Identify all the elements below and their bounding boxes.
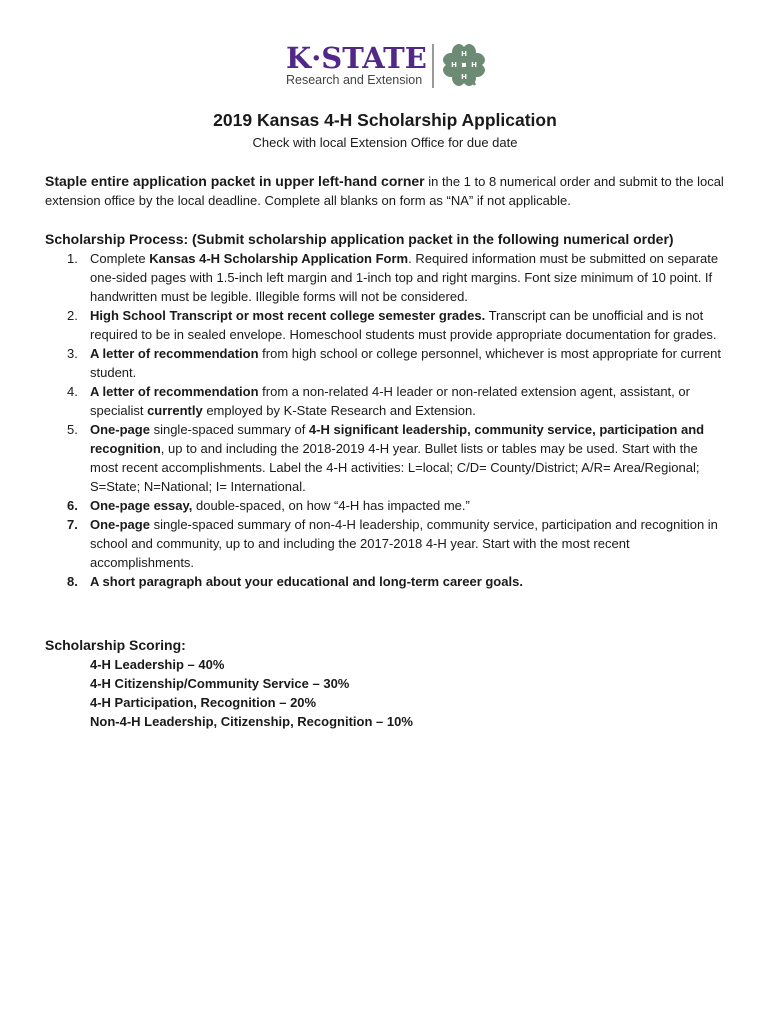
- step-number: 3.: [67, 346, 78, 361]
- step-number: 4.: [67, 384, 78, 399]
- step-text: from a non-related 4-H leader or non-related extension agent, assistant, or specialist: [90, 384, 690, 418]
- process-step: [45, 515, 725, 572]
- process-step: [45, 572, 725, 591]
- process-step: [45, 496, 725, 515]
- step-text: from high school or college personnel, whichever is most appropriate for current student.: [90, 346, 721, 380]
- score-item: Non-4-H Leadership, Citizenship, Recognition – 10%: [90, 714, 413, 729]
- step-text: . Required information must be submitted on separate one-sided pages with 1.5-inch left margin and 1-inch top and right margins. Font size minimum of 10 point. If handwritten must be legible. Illegible forms will not be considered.: [90, 251, 719, 304]
- scoring-list: [90, 655, 413, 731]
- scoring-heading: Scholarship Scoring:: [45, 637, 186, 653]
- step-text: single-spaced summary of: [149, 422, 309, 437]
- step-number: 1.: [67, 251, 78, 266]
- page-subtitle: Check with local Extension Office for due date: [252, 135, 518, 150]
- clover-letter: H: [461, 73, 467, 81]
- step-text-bold: One-page essay,: [90, 498, 193, 513]
- step-text-bold: One-page: [90, 422, 150, 437]
- process-step: [45, 306, 725, 344]
- step-number: 2.: [67, 308, 78, 323]
- logo-subtitle: Research and Extension: [286, 73, 423, 87]
- process-heading: Scholarship Process: (Submit scholarship application packet in the following numerical order): [45, 231, 674, 247]
- page-title: 2019 Kansas 4-H Scholarship Application: [213, 110, 557, 130]
- kstate-logo: [286, 42, 427, 87]
- step-text-bold: Kansas 4-H Scholarship Application Form: [149, 251, 409, 266]
- step-number: 8.: [67, 574, 78, 589]
- step-number: 6.: [67, 498, 78, 513]
- intro-text: in the 1 to 8 numerical order and submit to the local extension office by the local deadline. Complete all blanks on form as “NA” if not applicable.: [45, 174, 724, 208]
- process-steps-list: [45, 249, 725, 591]
- logo-wordmark: K·STATE: [286, 41, 427, 75]
- process-step: [45, 249, 725, 306]
- step-text-bold: A short paragraph about your educational and long-term career goals.: [90, 574, 523, 589]
- step-text: Complete: [90, 251, 150, 266]
- step-text: employed by K-State Research and Extension.: [202, 403, 476, 418]
- step-number: 5.: [67, 422, 78, 437]
- intro-bold: Staple entire application packet in upper left-hand corner: [45, 173, 425, 189]
- step-text-bold: High School Transcript or most recent college semester grades.: [90, 308, 486, 323]
- score-item: 4-H Citizenship/Community Service – 30%: [90, 676, 350, 691]
- step-text-bold: currently: [147, 403, 203, 418]
- step-text-bold: One-page: [90, 517, 150, 532]
- step-text: single-spaced summary of non-4-H leadership, community service, participation and recognition in school and community, up to and including the 2017-2018 4-H year. Start with the most recent accomplishments.: [90, 517, 718, 570]
- clover-letter: H: [451, 61, 457, 69]
- process-step: [45, 382, 725, 420]
- intro-paragraph: [45, 172, 735, 210]
- step-text-bold: A letter of recommendation: [90, 346, 259, 361]
- score-item: 4-H Leadership – 40%: [90, 657, 225, 672]
- score-item: 4-H Participation, Recognition – 20%: [90, 695, 317, 710]
- step-text: Transcript can be unofficial and is not required to be in sealed envelope. Homeschool students must provide appropriate documentation for grades.: [90, 308, 717, 342]
- clover-letter: H: [471, 61, 477, 69]
- logo-divider: [432, 44, 434, 88]
- process-step: [45, 344, 725, 382]
- step-text: , up to and including the 2018-2019 4-H year. Bullet lists or tables may be used. Start with the most recent accomplishments. Label the 4-H activities: L=local; C/D= County/District; A/R= Area/Regional; S=State; N=National; I= International.: [90, 441, 700, 494]
- 4h-clover-icon: [441, 42, 487, 88]
- step-text-bold: 4-H significant leadership, community service, participation and recognition: [90, 422, 705, 456]
- step-text-bold: A letter of recommendation: [90, 384, 259, 399]
- header: [0, 42, 770, 92]
- clover-letter: H: [461, 50, 467, 58]
- step-text: double-spaced, on how “4-H has impacted me.”: [192, 498, 470, 513]
- step-number: 7.: [67, 517, 78, 532]
- process-step: [45, 420, 725, 496]
